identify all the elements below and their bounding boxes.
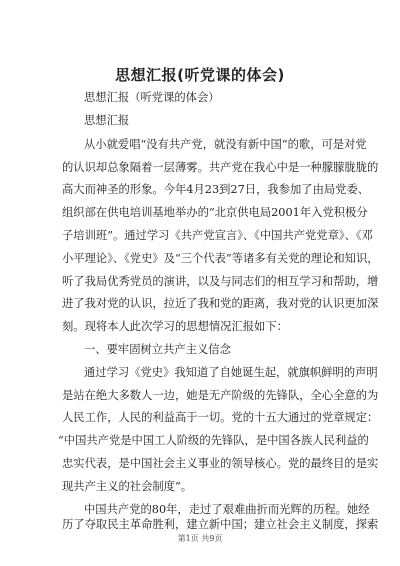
document-title: 思想汇报(听党课的体会) [115,66,285,84]
body-line: 进了我对党的认识，拉近了我和党的距离，我对党的认识更加深 [62,297,379,310]
subtitle-line: 思想汇报（听党课的体会） [84,91,220,104]
body-line: “中国共产党是中国工人阶级的先锋队，是中国各族人民利益的 [58,434,369,447]
body-line: 听了我局优秀党员的演讲，以及与同志们的相互学习和帮助，增 [62,275,379,288]
body-line: 是站在绝大多数人一边，她是无产阶级的先锋队，全心全意的为 [62,389,379,402]
body-line: 高大而神圣的形象。今年4月23到27日，我参加了由局党委、 [62,183,370,196]
body-line: 现共产主义的社会制度”。 [62,480,193,493]
body-line: 从小就爱唱“没有共产党，就没有新中国”的歌，可是对党 [84,138,367,151]
body-line: 子培训班”。通过学习《共产党宣言》、《中国共产党党章》、《邓 [62,229,373,242]
body-line: 组织部在供电培训基地举办的“北京供电局2001年入党积极分 [62,206,368,219]
body-line: 刻。现将本人此次学习的思想情况汇报如下： [62,320,288,333]
section-heading: 一、要牢固树立共产主义信念 [84,343,231,356]
body-line: 忠实代表，是中国社会主义事业的领导核心。党的最终目的是实 [62,457,379,470]
body-line: 的认识却总象隔着一层薄雾。共产党在我心中是一种朦朦胧胧的 [62,161,379,174]
body-line: 通过学习《党史》我知道了自她诞生起，就旗帜鲜明的声明 [84,366,378,379]
body-line: 中国共产党的80年，走过了艰难曲折而光辉的历程。她经 [84,503,370,516]
page-footer: 第1页 共9页 [177,534,223,543]
heading-line: 思想汇报 [84,114,130,127]
body-line: 人民工作，人民的利益高于一切。党的十五大通过的党章规定： [62,411,379,424]
body-line: 历了夺取民主革命胜利，建立新中国；建立社会主义制度，探索 [62,518,379,531]
body-line: 小平理论》、《党史》及“三个代表”等诸多有关党的理论和知识， [62,252,379,265]
